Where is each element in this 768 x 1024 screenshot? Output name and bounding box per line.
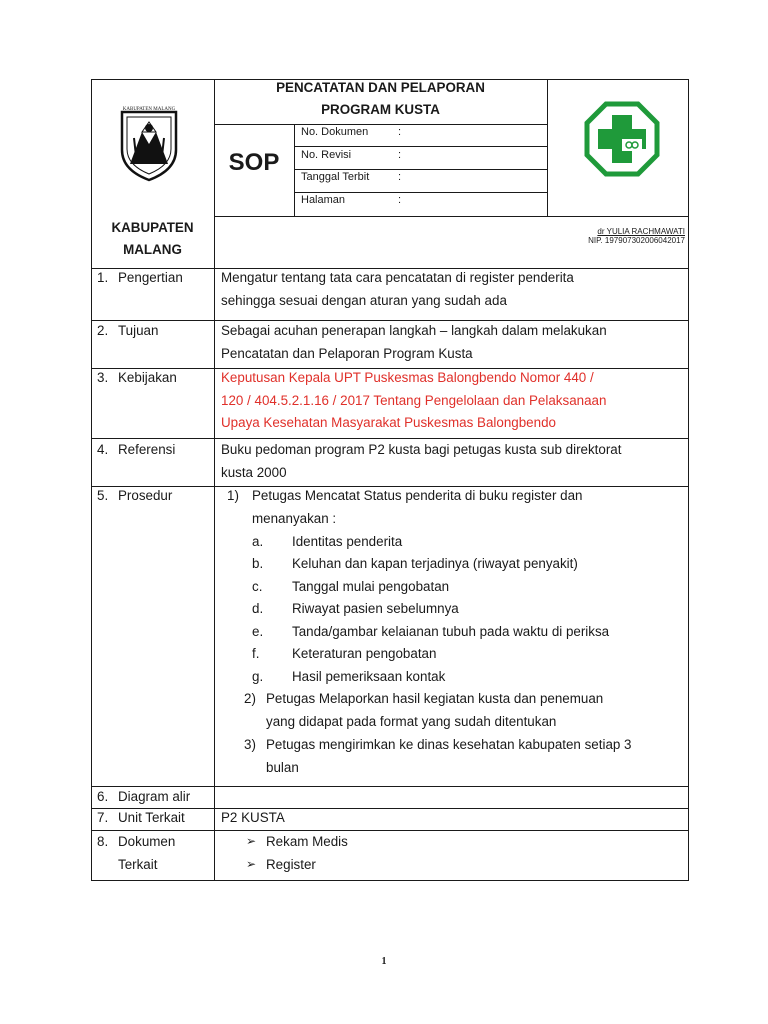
signer-nip: NIP. 197907302006042017 — [588, 236, 685, 245]
kebijakan-text-line: Upaya Kesehatan Masyarakat Puskesmas Balongbendo — [221, 415, 556, 430]
title-line-2: PROGRAM KUSTA — [321, 102, 440, 117]
row-label-diagram-alir: Diagram alir — [118, 789, 191, 804]
header-divider — [214, 216, 688, 217]
row-number: 5. — [97, 488, 109, 503]
row-number: 2. — [97, 323, 109, 338]
row-label-dokumen: Dokumen — [118, 834, 176, 849]
row-label-pengertian: Pengertian — [118, 270, 183, 285]
meta-label-no-revisi: No. Revisi — [301, 149, 352, 161]
row-label-kebijakan: Kebijakan — [118, 370, 177, 385]
row-number: 1. — [97, 270, 109, 285]
row-label-terkait: Terkait — [118, 857, 158, 872]
row-number: 6. — [97, 789, 109, 804]
row-label-unit-terkait: Unit Terkait — [118, 810, 185, 825]
page-number: 1 — [381, 956, 387, 967]
arrow-bullet-icon: ➢ — [246, 834, 257, 848]
meta-label-no-dokumen: No. Dokumen — [301, 126, 369, 138]
subitem-letter: f. — [252, 646, 260, 661]
row-number: 3. — [97, 370, 109, 385]
table-border-bottom — [91, 880, 689, 881]
row-divider — [91, 830, 689, 831]
meta-label-halaman: Halaman — [301, 194, 346, 206]
tujuan-text-line: Sebagai acuhan penerapan langkah – langkah dalam melakukan — [221, 323, 607, 338]
title-divider — [214, 124, 547, 125]
table-border-right — [688, 79, 689, 881]
tujuan-text-line: Pencatatan dan Pelaporan Program Kusta — [221, 346, 473, 361]
subitem-text: Tanggal mulai pengobatan — [292, 579, 450, 594]
table-border-left — [91, 79, 92, 881]
district-line-2: MALANG — [123, 242, 182, 257]
subitem-letter: c. — [252, 579, 263, 594]
referensi-text-line: kusta 2000 — [221, 465, 287, 480]
meta-separator: : — [398, 194, 402, 206]
referensi-text-line: Buku pedoman program P2 kusta bagi petugas kusta sub direktorat — [221, 442, 622, 457]
step-number: 2) — [244, 691, 256, 706]
kebijakan-text-line: Keputusan Kepala UPT Puskesmas Balongbendo Nomor 440 / — [221, 370, 594, 385]
pengertian-text-line: sehingga sesuai dengan aturan yang sudah ada — [221, 293, 507, 308]
meta-separator: : — [398, 171, 402, 183]
title-line-1: PENCATATAN DAN PELAPORAN — [276, 80, 485, 95]
row-number: 7. — [97, 810, 109, 825]
logo-caption: KABUPATEN MALANG — [122, 107, 176, 112]
district-line-1: KABUPATEN — [111, 220, 194, 235]
signer-name: dr YULIA RACHMAWATI — [597, 227, 685, 236]
step-text-line: bulan — [266, 760, 299, 775]
step-text-line: Petugas Melaporkan hasil kegiatan kusta dan penemuan — [266, 691, 604, 706]
dokumen-item: Register — [266, 857, 316, 872]
pengertian-text-line: Mengatur tentang tata cara pencatatan di register penderita — [221, 270, 574, 285]
subitem-text: Keluhan dan kapan terjadinya (riwayat penyakit) — [292, 556, 578, 571]
puskesmas-logo — [584, 101, 660, 177]
logo-column-divider — [547, 79, 548, 217]
subitem-text: Hasil pemeriksaan kontak — [292, 669, 446, 684]
unit-terkait-value: P2 KUSTA — [221, 810, 285, 825]
subitem-letter: g. — [252, 669, 264, 684]
meta-separator: : — [398, 149, 402, 161]
subitem-letter: e. — [252, 624, 264, 639]
meta-label-tanggal-terbit: Tanggal Terbit — [301, 171, 370, 183]
dokumen-item: Rekam Medis — [266, 834, 348, 849]
subitem-letter: b. — [252, 556, 264, 571]
label-column-divider — [214, 79, 215, 881]
row-number: 4. — [97, 442, 109, 457]
kebijakan-text-line: 120 / 404.5.2.1.16 / 2017 Tentang Pengelolaan dan Pelaksanaan — [221, 393, 607, 408]
meta-divider — [294, 192, 547, 193]
row-label-tujuan: Tujuan — [118, 323, 159, 338]
row-label-prosedur: Prosedur — [118, 488, 173, 503]
step-text-line: Petugas Mencatat Status penderita di buku register dan — [252, 488, 583, 503]
subitem-text: Keteraturan pengobatan — [292, 646, 437, 661]
sop-label: SOP — [228, 149, 280, 176]
sop-divider — [294, 124, 295, 216]
subitem-letter: a. — [252, 534, 264, 549]
subitem-letter: d. — [252, 601, 264, 616]
row-number: 8. — [97, 834, 109, 849]
meta-divider — [294, 169, 547, 170]
meta-divider — [294, 146, 547, 147]
step-number: 1) — [227, 488, 239, 503]
arrow-bullet-icon: ➢ — [246, 857, 257, 871]
subitem-text: Riwayat pasien sebelumnya — [292, 601, 459, 616]
step-text-line: menanyakan : — [252, 511, 337, 526]
row-label-referensi: Referensi — [118, 442, 176, 457]
step-number: 3) — [244, 737, 256, 752]
step-text-line: Petugas mengirimkan ke dinas kesehatan kabupaten setiap 3 — [266, 737, 632, 752]
subitem-text: Tanda/gambar kelaianan tubuh pada waktu di periksa — [292, 624, 610, 639]
subitem-text: Identitas penderita — [292, 534, 403, 549]
step-text-line: yang didapat pada format yang sudah ditentukan — [266, 714, 557, 729]
meta-separator: : — [398, 126, 402, 138]
